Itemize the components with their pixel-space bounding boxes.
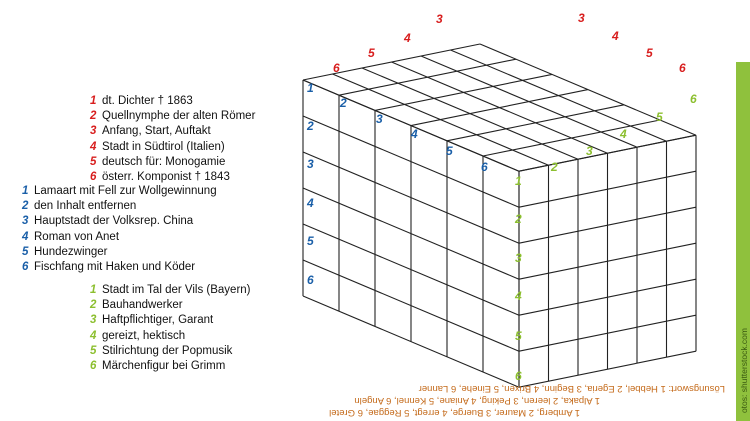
right-top-number-3: 3 [586,144,593,158]
clue-number: 4 [22,230,29,243]
grid-line [411,90,588,126]
left-side-number-3: 3 [307,157,314,171]
clue-number: 2 [90,110,97,123]
right-top-number-4: 4 [620,127,627,141]
clue-text: Haftpflichtiger, Garant [102,314,214,327]
top-number-4: 4 [612,29,619,43]
top-number-3: 3 [436,12,443,26]
left-top-number-4: 4 [411,127,418,141]
clue-number: 5 [22,245,29,258]
left-side-number-6: 6 [307,273,314,287]
right-side-number-4: 4 [515,289,522,303]
watermark-strip [736,62,750,421]
clue-text: Fischfang mit Haken und Köder [34,261,196,273]
top-number-5: 5 [368,46,375,60]
clue-number: 1 [90,284,97,296]
right-top-number-5: 5 [656,110,663,124]
clue-text: österr. Komponist † 1843 [102,171,230,183]
clue-text: Stilrichtung der Popmusik [102,344,233,357]
right-side-number-3: 3 [515,251,522,265]
right-top-number-1: 1 [515,174,522,188]
clue-text: Stadt im Tal der Vils (Bayern) [102,284,251,296]
clue-text: deutsch für: Monogamie [102,155,226,168]
clue-number: 5 [90,155,97,168]
top-number-4: 4 [404,31,411,45]
clue-number: 6 [22,261,29,273]
clue-number: 2 [22,200,29,213]
top-number-6: 6 [679,61,686,75]
grid-line [421,56,637,147]
right-top-number-2: 2 [551,160,558,174]
answer-line-2: 1 Alpaka, 2 leeren, 3 Peking, 4 Aniane, 5 Kennel, 6 Angeln [354,395,600,406]
left-side-number-4: 4 [307,196,314,210]
left-side-number-5: 5 [307,234,314,248]
right-top-number-6: 6 [690,92,697,106]
left-top-number-3: 3 [376,112,383,126]
clue-number: 4 [90,140,97,153]
clue-text: gereizt, hektisch [102,329,186,342]
cube-grid-lines [303,44,696,387]
clue-number: 3 [90,314,97,327]
answer-line-3: 1 Amberg, 2 Maurer, 3 Buerge, 4 erregt, 5 Reggae, 6 Gretel [329,407,580,418]
clue-text: Roman von Anet [34,230,120,243]
grid-line [447,105,624,141]
clue-text: Hundezwinger [34,245,108,258]
grid-line [451,50,667,141]
grid-line [483,120,660,156]
clue-number: 1 [90,95,97,107]
clue-text: Lamaart mit Fell zur Wollgewinnung [34,185,217,197]
top-number-5: 5 [646,46,653,60]
clue-text: Hauptstadt der Volksrep. China [34,215,194,228]
clue-number: 4 [90,329,97,342]
clue-number: 3 [22,215,29,228]
clue-text: Quellnymphe der alten Römer [102,110,256,123]
left-top-number-2: 2 [340,96,347,110]
clue-text: Bauhandwerker [102,299,183,312]
left-side-number-2: 2 [307,119,314,133]
grid-line [480,44,696,135]
right-side-number-2: 2 [515,212,522,226]
left-top-number-1: 1 [307,81,314,95]
clue-number: 3 [90,125,97,138]
clue-text: dt. Dichter † 1863 [102,95,193,107]
right-side-number-5: 5 [515,329,522,343]
watermark-text: otos: shutterstock.com [739,327,749,413]
clue-number: 6 [90,360,97,372]
clue-text: Anfang, Start, Auftakt [102,125,211,138]
clue-number: 5 [90,344,97,357]
top-number-6: 6 [333,61,340,75]
clue-number: 1 [22,185,29,197]
answer-key [0,380,750,420]
right-side-number-6: 6 [515,369,522,383]
left-top-number-6: 6 [481,160,488,174]
clue-number: 2 [90,299,97,312]
clue-text: Stadt in Südtirol (Italien) [102,140,225,153]
clue-text: Märchenfigur bei Grimm [102,360,226,372]
left-top-number-5: 5 [446,144,453,158]
top-number-3: 3 [578,11,585,25]
answer-line-1: Lösungswort: 1 Hebbel, 2 Egeria, 3 Beginn, 4 Brixen, 5 Einehe, 6 Lanner [418,383,725,394]
clue-text: den Inhalt entfernen [34,200,137,213]
clue-number: 6 [90,171,97,183]
